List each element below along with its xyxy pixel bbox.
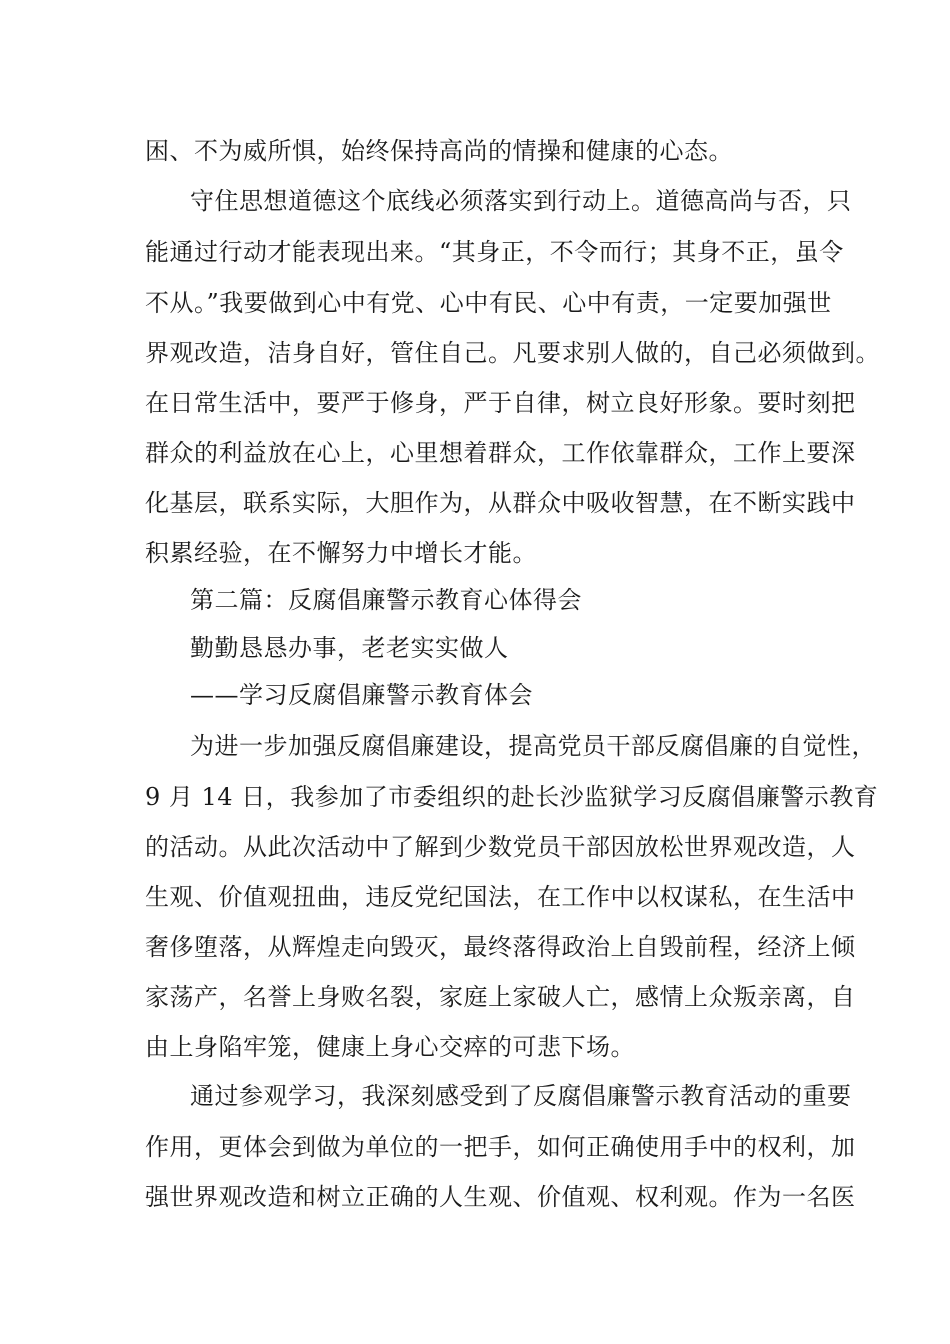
text-line: 群众的利益放在心上，心里想着群众，工作依靠群众，工作上要深 <box>145 439 856 467</box>
text-line: 困、不为威所惧，始终保持高尚的情操和健康的心态。 <box>145 137 733 165</box>
text-line: 强世界观改造和树立正确的人生观、价值观、权利观。作为一名医 <box>145 1183 856 1211</box>
text-line: 由上身陷牢笼，健康上身心交瘁的可悲下场。 <box>145 1033 635 1061</box>
text-line: 守住思想道德这个底线必须落实到行动上。道德高尚与否，只 <box>190 187 852 215</box>
text-line: 的活动。从此次活动中了解到少数党员干部因放松世界观改造，人 <box>145 833 856 861</box>
text-line: 化基层，联系实际，大胆作为，从群众中吸收智慧，在不断实践中 <box>145 489 856 517</box>
text-line: 家荡产，名誉上身败名裂，家庭上家破人亡，感情上众叛亲离，自 <box>145 983 856 1011</box>
text-line: 9 月 14 日，我参加了市委组织的赴长沙监狱学习反腐倡廉警示教育 <box>145 783 879 811</box>
text-line: 作用，更体会到做为单位的一把手，如何正确使用手中的权利，加 <box>145 1133 856 1161</box>
section-heading: 第二篇：反腐倡廉警示教育心体得会 <box>190 586 582 614</box>
article-title: 勤勤恳恳办事，老老实实做人 <box>190 634 509 662</box>
article-subtitle: ——学习反腐倡廉警示教育体会 <box>190 681 533 709</box>
text-line: 生观、价值观扭曲，违反党纪国法，在工作中以权谋私，在生活中 <box>145 883 856 911</box>
text-line: 界观改造，洁身自好，管住自己。凡要求别人做的，自己必须做到。 <box>145 339 880 367</box>
text-line: 为进一步加强反腐倡廉建设，提高党员干部反腐倡廉的自觉性， <box>190 732 876 760</box>
text-line: 能通过行动才能表现出来。“其身正，不令而行；其身不正，虽令 <box>145 238 844 266</box>
text-line: 积累经验，在不懈努力中增长才能。 <box>145 539 537 567</box>
text-line: 通过参观学习，我深刻感受到了反腐倡廉警示教育活动的重要 <box>190 1082 852 1110</box>
text-line: 不从。”我要做到心中有党、心中有民、心中有责，一定要加强世 <box>145 289 832 317</box>
text-line: 奢侈堕落，从辉煌走向毁灭，最终落得政治上自毁前程，经济上倾 <box>145 933 856 961</box>
text-line: 在日常生活中，要严于修身，严于自律，树立良好形象。要时刻把 <box>145 389 856 417</box>
